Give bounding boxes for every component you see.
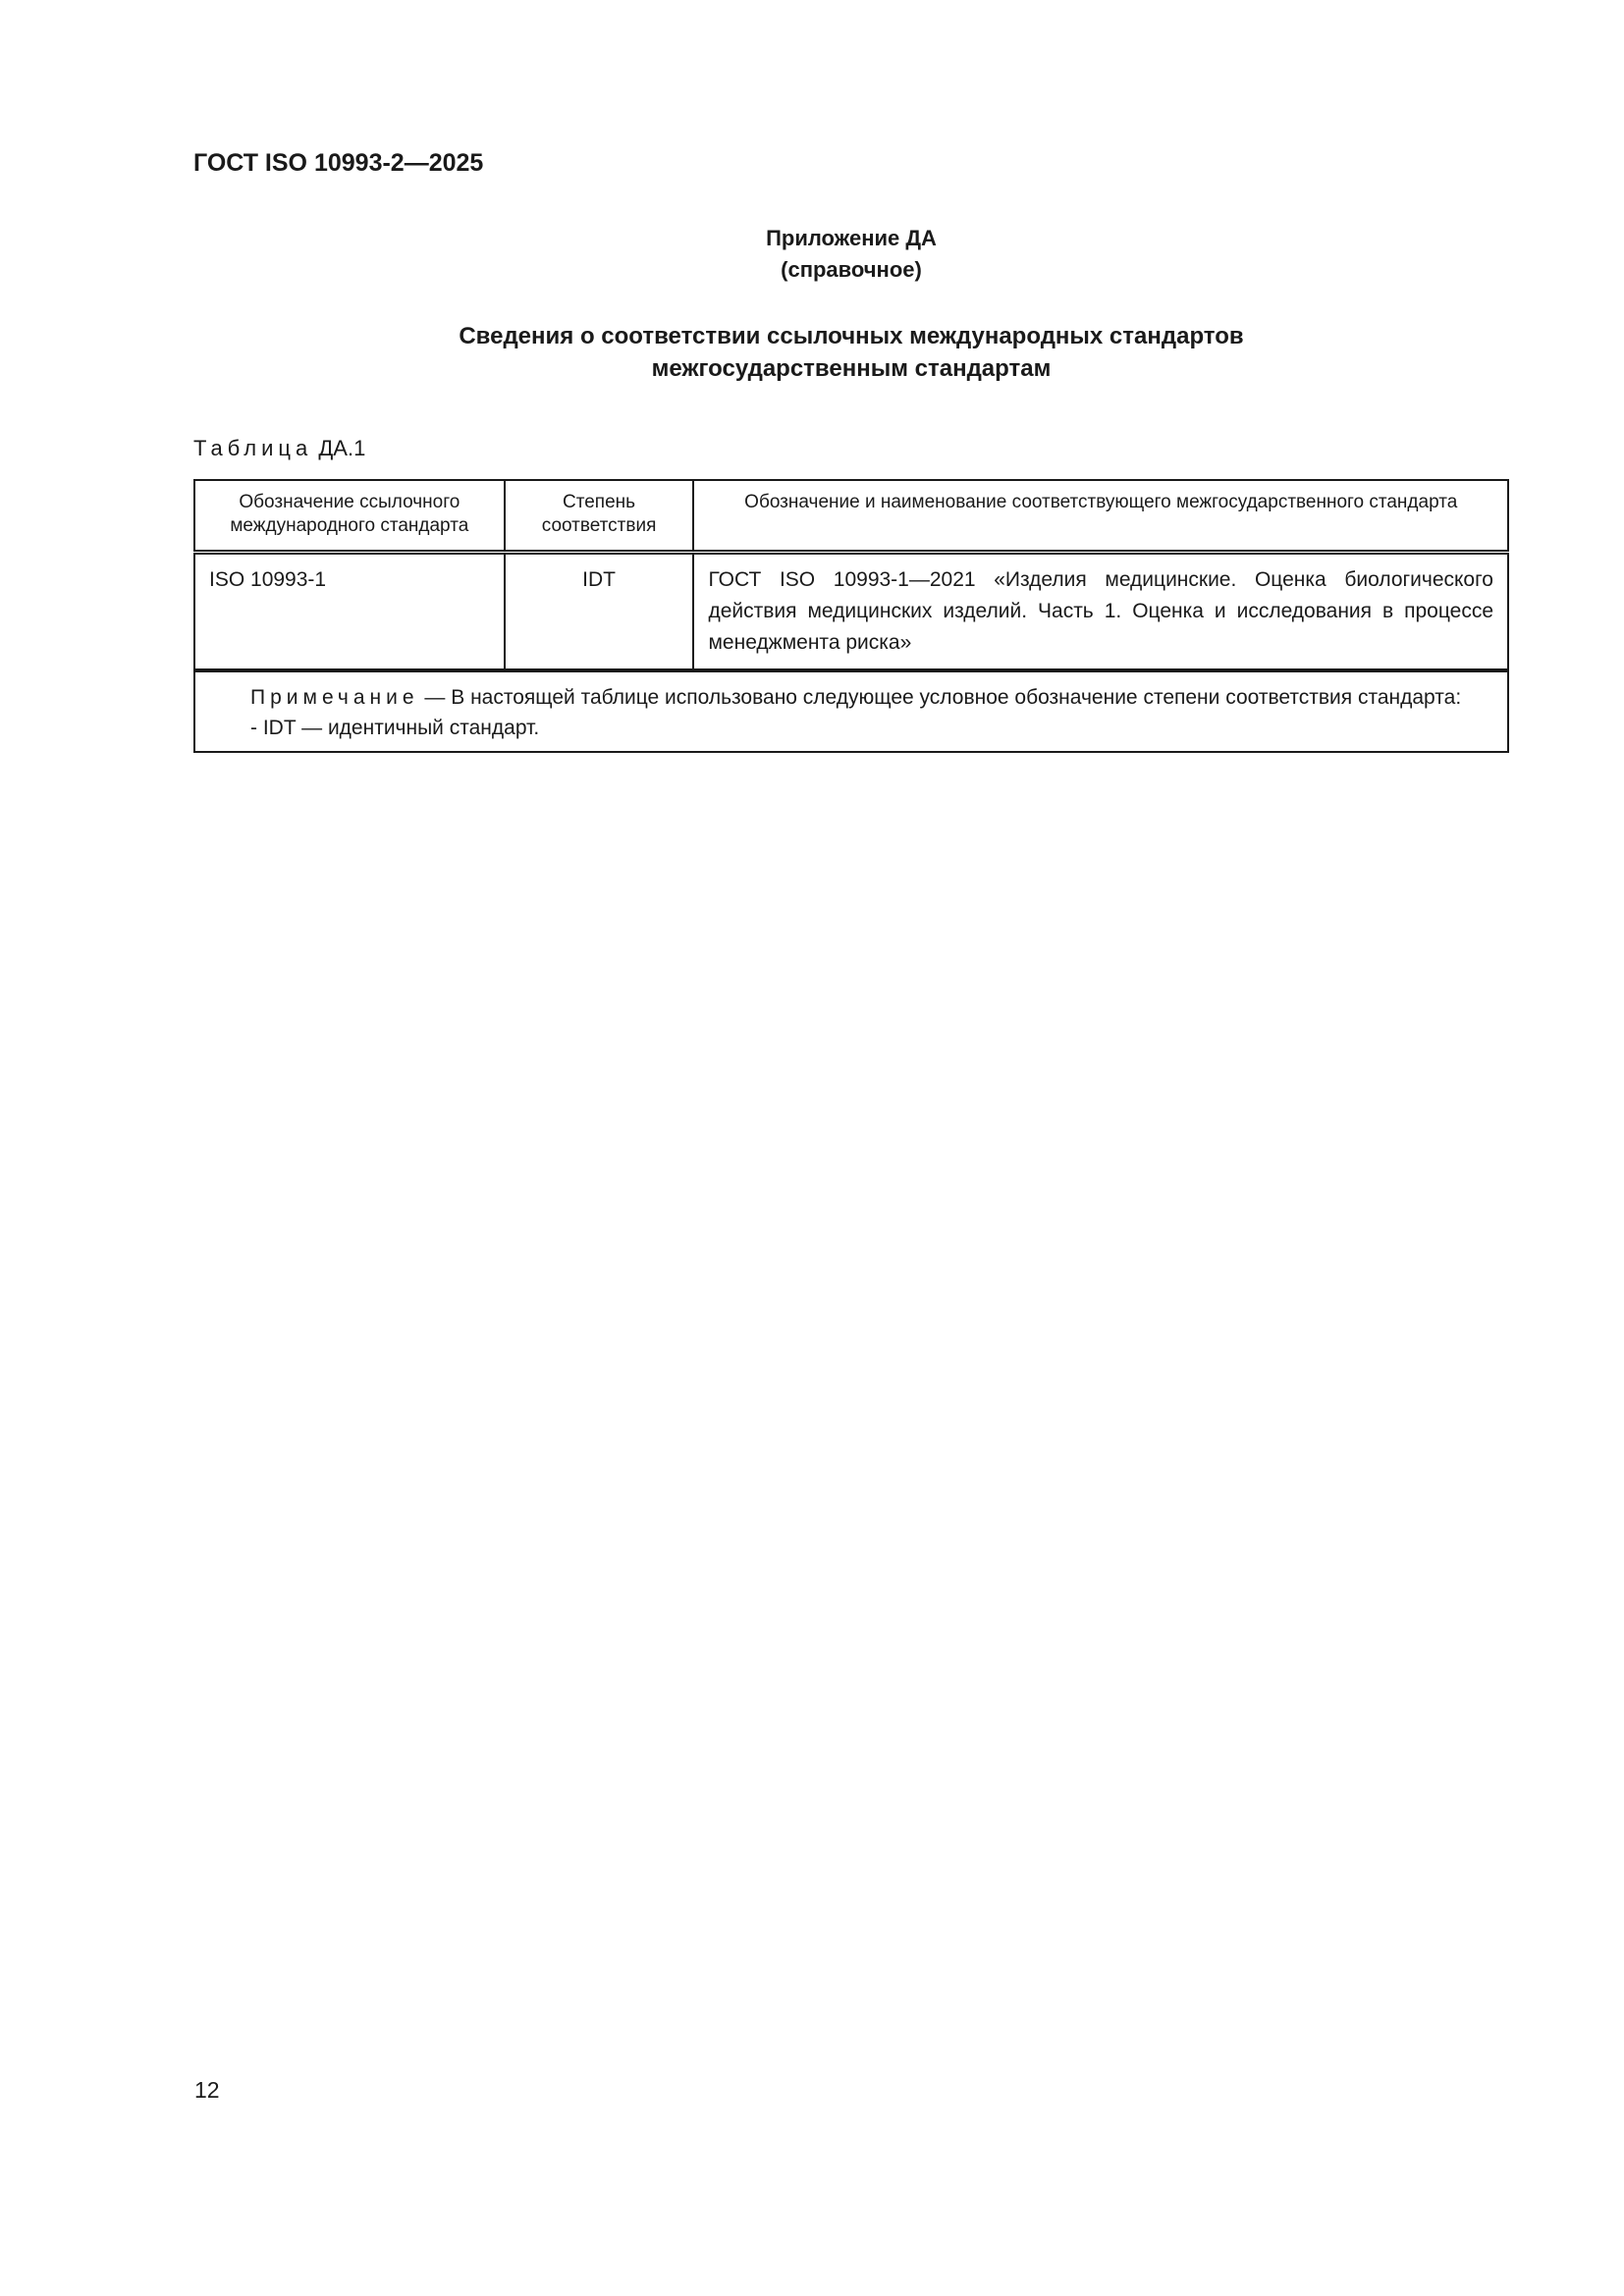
- document-code: ГОСТ ISO 10993-2—2025: [193, 149, 484, 177]
- cell-national-standard: ГОСТ ISO 10993-1—2021 «Изделия медицинские. Оценка биологического действия медицинских изделий. Часть 1. Оценка и исследования в процессе менеджмента риска»: [693, 553, 1508, 671]
- note-label: Примечание: [250, 686, 419, 709]
- table-note: [194, 670, 1508, 752]
- section-title: [0, 320, 1624, 385]
- table-caption: [193, 436, 365, 461]
- table-header-row: [194, 480, 1508, 553]
- table-row: [194, 553, 1508, 671]
- column-header-national-standard: Обозначение и наименование соответствующего межгосударственного стандарта: [693, 480, 1508, 553]
- section-title-line1: Сведения о соответствии ссылочных международных стандартов: [459, 323, 1244, 349]
- annex-type: (справочное): [781, 257, 922, 282]
- table-caption-label: Таблица: [193, 436, 313, 460]
- note-paragraph: [209, 682, 1493, 713]
- section-title-line2: межгосударственным стандартам: [651, 355, 1052, 382]
- table-note-row: [194, 670, 1508, 752]
- annex-title: Приложение ДА: [766, 226, 937, 250]
- column-header-degree: Степень соответствия: [505, 480, 694, 553]
- cell-degree: IDT: [505, 553, 694, 671]
- correspondence-table: [193, 479, 1509, 753]
- cell-reference: ISO 10993-1: [194, 553, 505, 671]
- note-item: - IDT — идентичный стандарт.: [250, 717, 540, 739]
- table-caption-number: ДА.1: [318, 436, 366, 460]
- note-text: — В настоящей таблице использовано следующее условное обозначение степени соответствия стандарта:: [418, 686, 1462, 709]
- column-header-reference: Обозначение ссылочного международного стандарта: [194, 480, 505, 553]
- page-number: 12: [194, 2077, 220, 2103]
